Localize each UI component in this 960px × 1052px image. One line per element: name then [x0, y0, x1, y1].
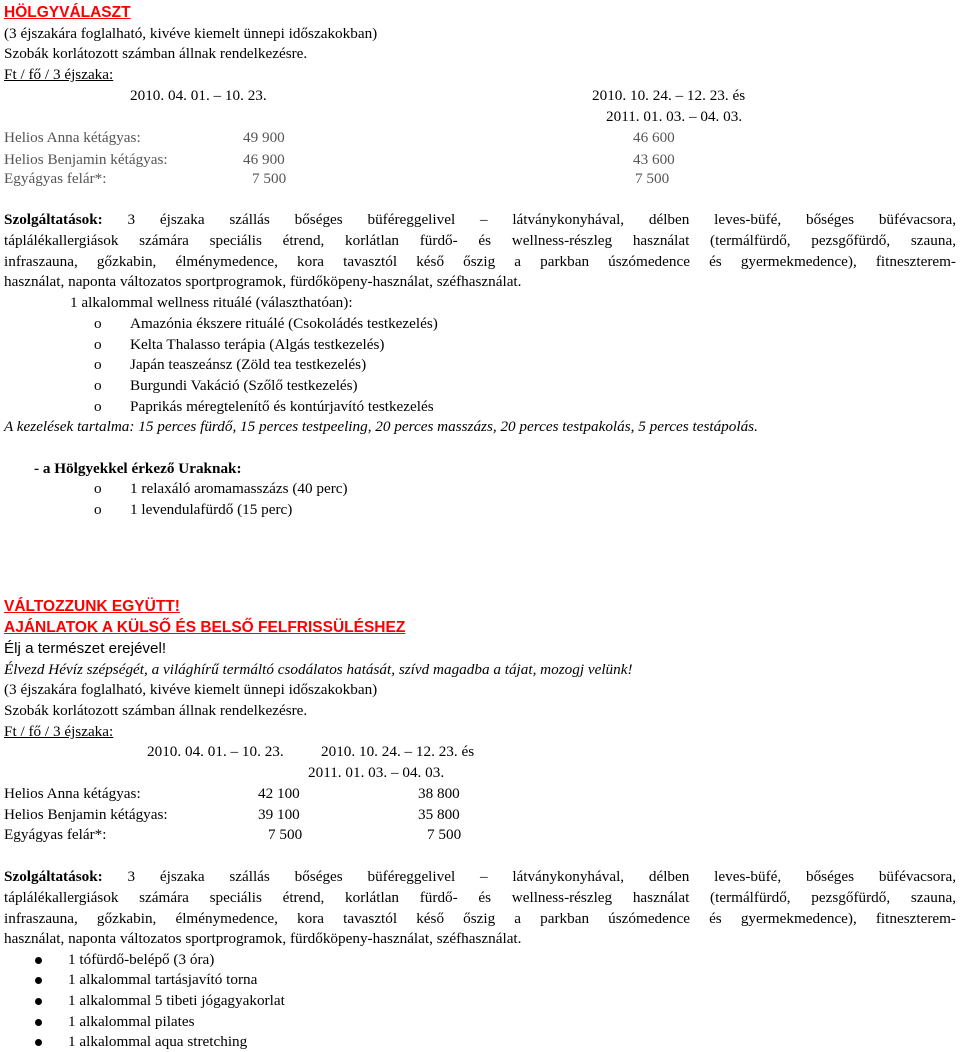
bullet-dot: [35, 1019, 42, 1026]
section2-price-p2: 7 500: [427, 826, 462, 843]
section2-slogan: Élvezd Hévíz szépségét, a világhírű termáltó csodálatos hatását, szívd magadba a tájat, mozogj velünk!: [4, 661, 633, 678]
section1-price-p1: 49 900: [243, 129, 285, 146]
section1-note: (3 éjszakára foglalható, kivéve kiemelt ünnepi időszakokban): [4, 25, 378, 42]
list-marker: o: [94, 480, 102, 497]
treatment-content: A kezelések tartalma: 15 perces fürdő, 15 perces testpeeling, 20 perces masszázs, 20 perces testpakolás, 5 perces testápolás.: [4, 418, 758, 435]
bullet-item: 1 alkalommal aqua stretching: [68, 1033, 248, 1050]
section2-price-p2: 35 800: [418, 806, 460, 823]
ritual-item: Paprikás méregtelenítő és kontúrjavító testkezelés: [130, 398, 434, 415]
section2-services-line: használat, naponta változatos sportprogramok, fürdőköpeny-használat, széfhasználat.: [4, 930, 522, 947]
section1-wellness-intro: 1 alkalommal wellness rituálé (választhatóan):: [70, 294, 353, 311]
men-item: 1 relaxáló aromamasszázs (40 perc): [130, 480, 348, 497]
list-marker: o: [94, 315, 102, 332]
section1-room-label: Helios Anna kétágyas:: [4, 129, 141, 146]
section2-services-label: Szolgáltatások:: [4, 868, 103, 885]
list-marker: o: [94, 398, 102, 415]
section1-period2-line1: 2010. 10. 24. – 12. 23. és: [592, 87, 746, 104]
section1-price-p2: 46 600: [633, 129, 675, 146]
section1-services-line: használat, naponta változatos sportprogramok, fürdőköpeny-használat, széfhasználat.: [4, 273, 522, 290]
section2-title: VÁLTOZZUNK EGYÜTT!: [4, 598, 180, 615]
men-item: 1 levendulafürdő (15 perc): [130, 501, 293, 518]
section1-period2-line2: 2011. 01. 03. – 04. 03.: [606, 108, 743, 125]
section2-availability: Szobák korlátozott számban állnak rendelkezésre.: [4, 702, 308, 719]
list-marker: o: [94, 356, 102, 373]
section1-services-line: Szolgáltatások: 3 éjszaka szállás bőséges büféreggelivel – látványkonyhával, délben leves-büfé, bőséges büfévacsora,: [4, 211, 956, 228]
section2-price-p2: 38 800: [418, 785, 460, 802]
section2-services-line: táplálékallergiások számára speciális étrend, korlátlan fürdő- és wellness-részleg használat (termálfürdő, pezsgőfürdő, szauna,: [4, 889, 956, 906]
section2-price-p1: 7 500: [268, 826, 303, 843]
section2-room-label: Helios Anna kétágyas:: [4, 785, 141, 802]
section1-room-label: Egyágyas felár*:: [4, 170, 107, 187]
section1-services-line: infraszauna, gőzkabin, élménymedence, kora tavasztól késő őszig a parkban úszómedence és gyermekmedence), fitneszterem-: [4, 253, 956, 270]
section2-room-label: Egyágyas felár*:: [4, 826, 107, 843]
section2-services-line: Szolgáltatások: 3 éjszaka szállás bőséges büféreggelivel – látványkonyhával, délben leves-büfé, bőséges büfévacsora,: [4, 868, 956, 885]
section1-price-caption: Ft / fő / 3 éjszaka:: [4, 66, 114, 83]
list-marker: o: [94, 336, 102, 353]
section2-services-line: infraszauna, gőzkabin, élménymedence, kora tavasztól késő őszig a parkban úszómedence és gyermekmedence), fitneszterem-: [4, 910, 956, 927]
section2-price-p1: 42 100: [258, 785, 300, 802]
section1-room-label: Helios Benjamin kétágyas:: [4, 151, 168, 168]
bullet-dot: [35, 977, 42, 984]
list-marker: o: [94, 377, 102, 394]
section2-price-p1: 39 100: [258, 806, 300, 823]
bullet-dot: [35, 998, 42, 1005]
section2-room-label: Helios Benjamin kétágyas:: [4, 806, 168, 823]
bullet-item: 1 alkalommal 5 tibeti jógagyakorlat: [68, 992, 285, 1009]
ritual-item: Kelta Thalasso terápia (Algás testkezelés): [130, 336, 385, 353]
bullet-item: 1 alkalommal tartásjavító torna: [68, 971, 258, 988]
section2-tagline: Élj a természet erejével!: [4, 640, 167, 657]
section1-services-label: Szolgáltatások:: [4, 211, 103, 228]
section1-price-p2: 43 600: [633, 151, 675, 168]
men-heading: - a Hölgyekkel érkező Uraknak:: [34, 460, 242, 477]
bullet-item: 1 alkalommal pilates: [68, 1013, 195, 1030]
section1-price-p2: 7 500: [635, 170, 670, 187]
ritual-item: Japán teaszeánsz (Zöld tea testkezelés): [130, 356, 367, 373]
section2-note: (3 éjszakára foglalható, kivéve kiemelt ünnepi időszakokban): [4, 681, 378, 698]
section1-title: HÖLGYVÁLASZT: [4, 4, 131, 21]
section1-price-p1: 46 900: [243, 151, 285, 168]
section2-subtitle: AJÁNLATOK A KÜLSŐ ÉS BELSŐ FELFRISSÜLÉSHEZ: [4, 619, 406, 636]
bullet-dot: [35, 1039, 42, 1046]
section1-price-p1: 7 500: [252, 170, 287, 187]
section1-period1: 2010. 04. 01. – 10. 23.: [130, 87, 267, 104]
bullet-item: 1 tófürdő-belépő (3 óra): [68, 951, 215, 968]
section2-price-caption: Ft / fő / 3 éjszaka:: [4, 723, 114, 740]
bullet-dot: [35, 957, 42, 964]
list-marker: o: [94, 501, 102, 518]
section1-services-line: táplálékallergiások számára speciális étrend, korlátlan fürdő- és wellness-részleg használat (termálfürdő, pezsgőfürdő, szauna,: [4, 232, 956, 249]
ritual-item: Burgundi Vakáció (Szőlő testkezelés): [130, 377, 358, 394]
section1-availability: Szobák korlátozott számban állnak rendelkezésre.: [4, 45, 308, 62]
ritual-item: Amazónia ékszere rituálé (Csokoládés testkezelés): [130, 315, 438, 332]
section2-period2-line2: 2011. 01. 03. – 04. 03.: [308, 764, 445, 781]
section2-period1: 2010. 04. 01. – 10. 23.: [147, 743, 284, 760]
section2-period2-line1: 2010. 10. 24. – 12. 23. és: [321, 743, 475, 760]
